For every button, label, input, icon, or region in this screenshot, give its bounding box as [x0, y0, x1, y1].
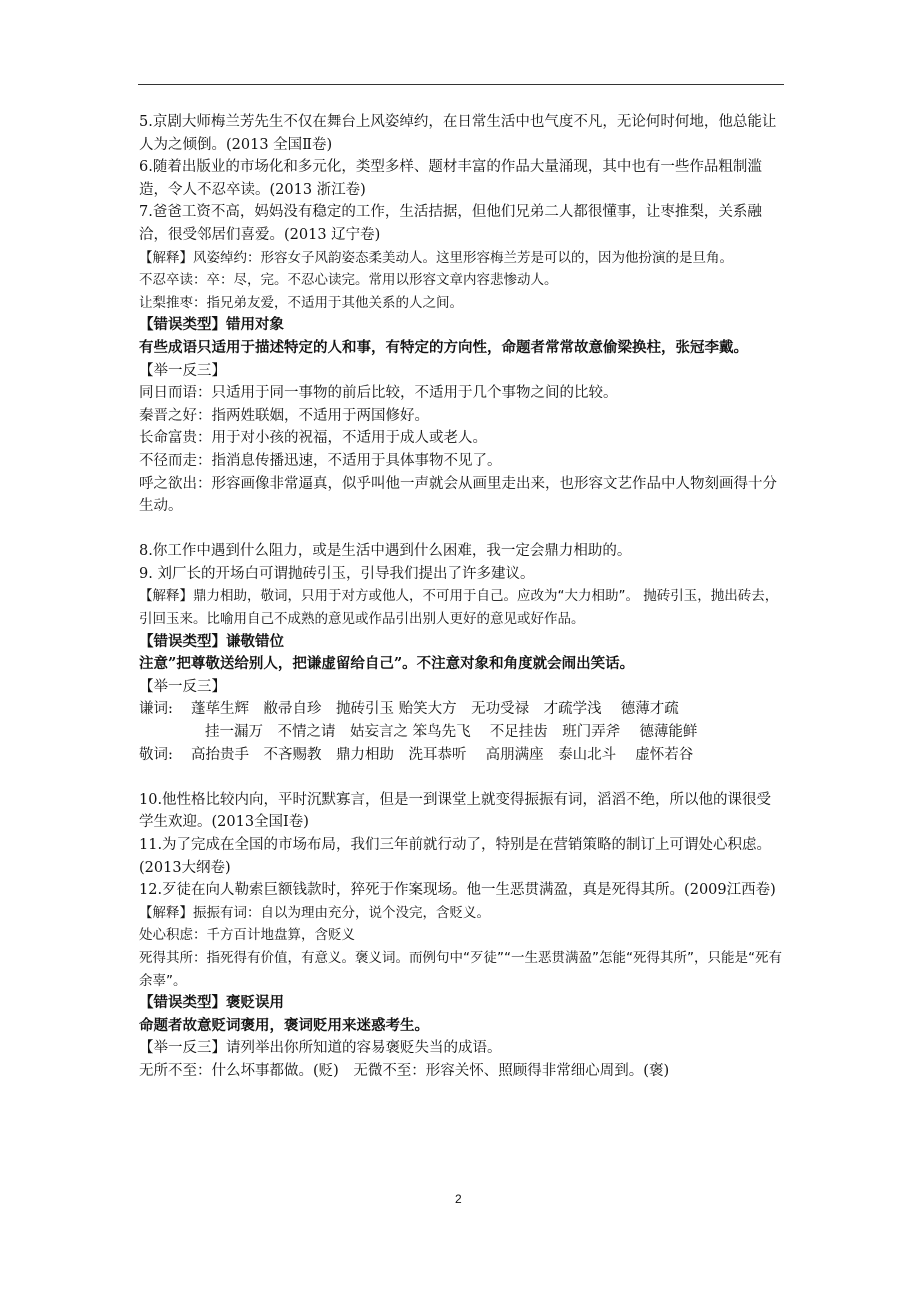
question-7: 7.爸爸工资不高，妈妈没有稳定的工作，生活拮据，但他们兄弟二人都很懂事，让枣推梨，关系融洽，很受邻居们喜爱。(2013 辽宁卷)	[139, 204, 762, 243]
question-6: 6.随着出版业的市场化和多元化，类型多样、题材丰富的作品大量涌现，其中也有一些作品粗制滥造，令人不忍卒读。(2013 浙江卷)	[139, 159, 762, 198]
practice-heading: 【举一反三】请列举出你所知道的容易褒贬失当的成语。	[139, 1040, 502, 1057]
practice-item: 同日而语：只适用于同一事物的前后比较，不适用于几个事物之间的比较。	[139, 385, 618, 402]
respect-words	[139, 744, 784, 767]
explanation-line: 【解释】鼎力相助，敬词，只用于对方或他人，不可用于自己。应改为“大力相助”。 抛砖引玉，抛出砖去，引回玉来。比喻用自己不成熟的意见或作品引出别人更好的意见或好作品。	[139, 588, 779, 628]
humble-list: 挂一漏万 不情之请 姑妄言之 笨鸟先飞 不足挂齿 班门弄斧 德薄能鲜	[205, 724, 698, 741]
question-5: 5.京剧大师梅兰芳先生不仅在舞台上风姿绰约，在日常生活中也气度不凡，无论何时何地，他总能让人为之倾倒。(2013 全国Ⅱ卷)	[139, 114, 777, 153]
respect-list: 高抬贵手 不吝赐教 鼎力相助 洗耳恭听 高朋满座 泰山北斗 虚怀若谷	[191, 746, 694, 763]
respect-label: 敬词:	[139, 746, 173, 763]
practice-item: 无所不至：什么坏事都做。(贬) 无微不至：形容关怀、照顾得非常细心周到。(褒)	[139, 1062, 670, 1079]
humble-words	[139, 698, 784, 743]
header-rule	[138, 84, 784, 85]
practice-heading: 【举一反三】	[139, 362, 226, 379]
question-9: 9. 刘厂长的开场白可谓抛砖引玉，引导我们提出了许多建议。	[139, 565, 535, 582]
page-number: 2	[455, 1192, 462, 1206]
practice-item: 长命富贵：用于对小孩的祝福，不适用于成人或老人。	[139, 430, 487, 447]
practice-item: 不径而走：指消息传播迅速，不适用于具体事物不见了。	[139, 452, 502, 469]
question-11: 11.为了完成在全国的市场布局，我们三年前就行动了，特别是在营销策略的制订上可谓处心积虑。(2013大纲卷)	[139, 837, 772, 876]
explanation-line: 【解释】振振有词：自以为理由充分，说个没完，含贬义。	[139, 904, 490, 921]
humble-label: 谦词:	[139, 701, 173, 718]
explanation-line: 让梨推枣：指兄弟友爱，不适用于其他关系的人之间。	[139, 294, 463, 311]
error-type-description: 命题者故意贬词褒用，褒词贬用来迷惑考生。	[139, 1016, 429, 1034]
question-12: 12.歹徒在向人勒索巨额钱款时，猝死于作案现场。他一生恶贯满盈，真是死得其所。(2009江西卷)	[139, 882, 776, 899]
error-type-description: 注意”把尊敬送给别人，把谦虚留给自己”。不注意对象和角度就会闹出笑话。	[139, 655, 635, 673]
explanation-line: 不忍卒读：卒：尽，完。不忍心读完。常用以形容文章内容悲惨动人。	[139, 272, 558, 289]
error-type-heading: 【错误类型】褒贬误用	[139, 994, 284, 1012]
practice-item: 呼之欲出：形容画像非常逼真，似乎叫他一声就会从画里走出来，也形容文艺作品中人物刻画得十分生动。	[139, 475, 777, 515]
page-body	[139, 111, 784, 1083]
humble-list: 蓬荜生辉 敝帚自珍 抛砖引玉 贻笑大方 无功受禄 才疏学浅 德薄才疏	[191, 701, 679, 718]
explanation-line: 【解释】风姿绰约：形容女子风韵姿态柔美动人。这里形容梅兰芳是可以的，因为他扮演的是旦角。	[139, 249, 733, 266]
explanation-line: 处心积虑：千方百计地盘算，含贬义	[139, 927, 355, 944]
error-type-description: 有些成语只适用于描述特定的人和事，有特定的方向性，命题者常常故意偷梁换柱，张冠李戴。	[139, 338, 748, 356]
question-10: 10.他性格比较内向，平时沉默寡言，但是一到课堂上就变得振振有词，滔滔不绝，所以他的课很受学生欢迎。(2013全国Ⅰ卷)	[139, 791, 772, 831]
practice-heading: 【举一反三】	[139, 678, 226, 695]
practice-item: 秦晋之好：指两姓联姻，不适用于两国修好。	[139, 407, 429, 424]
explanation-line: 死得其所：指死得有价值，有意义。褒义词。而例句中“歹徒”“一生恶贯满盈”怎能“死得其所”，只能是“死有余辜”。	[139, 949, 782, 989]
error-type-heading: 【错误类型】谦敬错位	[139, 632, 284, 650]
question-8: 8.你工作中遇到什么阻力，或是生活中遇到什么困难，我一定会鼎力相助的。	[139, 543, 632, 560]
error-type-heading: 【错误类型】错用对象	[139, 316, 284, 334]
